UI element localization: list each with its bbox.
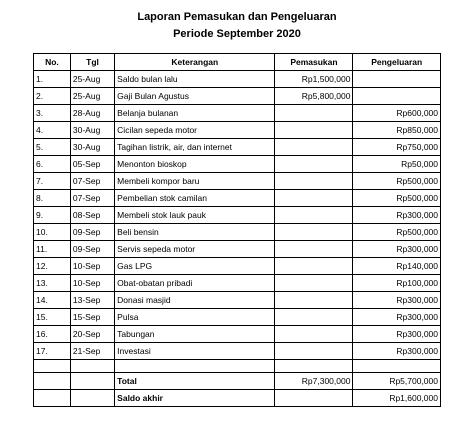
saldo-pengeluaran: Rp1,600,000	[353, 390, 441, 407]
row-no: 9.	[34, 207, 71, 224]
row-no: 8.	[34, 190, 71, 207]
row-pengeluaran: Rp300,000	[353, 241, 441, 258]
table-row	[34, 122, 441, 139]
row-keterangan: Pembelian stok camilan	[115, 190, 275, 207]
row-pengeluaran	[353, 88, 441, 105]
blank-cell	[70, 360, 114, 373]
row-pemasukan	[275, 224, 353, 241]
row-no: 10.	[34, 224, 71, 241]
row-pemasukan	[275, 258, 353, 275]
total-row	[34, 373, 441, 390]
row-pengeluaran: Rp300,000	[353, 309, 441, 326]
table-row	[34, 275, 441, 292]
row-keterangan: Donasi masjid	[115, 292, 275, 309]
row-keterangan: Pulsa	[115, 309, 275, 326]
table-row	[34, 207, 441, 224]
row-tgl: 30-Aug	[70, 139, 114, 156]
row-pengeluaran: Rp300,000	[353, 207, 441, 224]
row-pengeluaran: Rp750,000	[353, 139, 441, 156]
row-pengeluaran: Rp100,000	[353, 275, 441, 292]
total-no-cell	[34, 373, 71, 390]
header-no: No.	[34, 54, 71, 71]
row-tgl: 07-Sep	[70, 190, 114, 207]
row-no: 12.	[34, 258, 71, 275]
row-pemasukan	[275, 343, 353, 360]
row-no: 16.	[34, 326, 71, 343]
table-row	[34, 105, 441, 122]
saldo-label: Saldo akhir	[115, 390, 275, 407]
table-row	[34, 343, 441, 360]
row-no: 17.	[34, 343, 71, 360]
row-pengeluaran: Rp300,000	[353, 343, 441, 360]
row-pemasukan	[275, 275, 353, 292]
row-tgl: 25-Aug	[70, 71, 114, 88]
row-tgl: 30-Aug	[70, 122, 114, 139]
row-pengeluaran: Rp500,000	[353, 224, 441, 241]
row-tgl: 08-Sep	[70, 207, 114, 224]
row-no: 1.	[34, 71, 71, 88]
blank-row	[34, 360, 441, 373]
row-keterangan: Tagihan listrik, air, dan internet	[115, 139, 275, 156]
table-row	[34, 258, 441, 275]
row-pengeluaran: Rp140,000	[353, 258, 441, 275]
row-pengeluaran: Rp50,000	[353, 156, 441, 173]
row-no: 11.	[34, 241, 71, 258]
total-pengeluaran: Rp5,700,000	[353, 373, 441, 390]
row-tgl: 10-Sep	[70, 275, 114, 292]
table-row	[34, 88, 441, 105]
saldo-tgl-cell	[70, 390, 114, 407]
row-pemasukan	[275, 326, 353, 343]
row-pemasukan	[275, 292, 353, 309]
header-keterangan: Keterangan	[115, 54, 275, 71]
table-row	[34, 326, 441, 343]
row-pemasukan	[275, 173, 353, 190]
row-no: 7.	[34, 173, 71, 190]
header-tgl: Tgl	[70, 54, 114, 71]
row-tgl: 05-Sep	[70, 156, 114, 173]
row-tgl: 10-Sep	[70, 258, 114, 275]
row-pemasukan	[275, 309, 353, 326]
row-pemasukan	[275, 207, 353, 224]
row-tgl: 21-Sep	[70, 343, 114, 360]
row-pemasukan	[275, 156, 353, 173]
row-keterangan: Gas LPG	[115, 258, 275, 275]
row-no: 15.	[34, 309, 71, 326]
row-keterangan: Investasi	[115, 343, 275, 360]
table-row	[34, 224, 441, 241]
total-tgl-cell	[70, 373, 114, 390]
row-keterangan: Saldo bulan lalu	[115, 71, 275, 88]
row-tgl: 20-Sep	[70, 326, 114, 343]
row-pemasukan	[275, 105, 353, 122]
header-pemasukan: Pemasukan	[275, 54, 353, 71]
row-no: 2.	[34, 88, 71, 105]
row-pengeluaran	[353, 71, 441, 88]
row-tgl: 25-Aug	[70, 88, 114, 105]
row-keterangan: Obat-obatan pribadi	[115, 275, 275, 292]
row-keterangan: Membeli stok lauk pauk	[115, 207, 275, 224]
row-no: 3.	[34, 105, 71, 122]
row-no: 4.	[34, 122, 71, 139]
row-tgl: 15-Sep	[70, 309, 114, 326]
report-subtitle: Periode September 2020	[173, 28, 301, 40]
table-row	[34, 139, 441, 156]
row-keterangan: Servis sepeda motor	[115, 241, 275, 258]
saldo-pemasukan-cell	[275, 390, 353, 407]
row-pengeluaran: Rp850,000	[353, 122, 441, 139]
blank-cell	[275, 360, 353, 373]
ledger-table	[33, 53, 441, 407]
row-pemasukan	[275, 190, 353, 207]
row-pemasukan	[275, 139, 353, 156]
row-pengeluaran: Rp500,000	[353, 173, 441, 190]
row-no: 5.	[34, 139, 71, 156]
total-label: Total	[115, 373, 275, 390]
row-no: 14.	[34, 292, 71, 309]
row-keterangan: Menonton bioskop	[115, 156, 275, 173]
table-row	[34, 241, 441, 258]
report-title: Laporan Pemasukan dan Pengeluaran	[137, 11, 337, 23]
row-keterangan: Belanja bulanan	[115, 105, 275, 122]
row-pemasukan: Rp1,500,000	[275, 71, 353, 88]
row-keterangan: Tabungan	[115, 326, 275, 343]
table-row	[34, 190, 441, 207]
total-pemasukan: Rp7,300,000	[275, 373, 353, 390]
row-keterangan: Membeli kompor baru	[115, 173, 275, 190]
table-row	[34, 292, 441, 309]
row-no: 6.	[34, 156, 71, 173]
blank-cell	[353, 360, 441, 373]
row-pemasukan	[275, 241, 353, 258]
row-no: 13.	[34, 275, 71, 292]
row-pengeluaran: Rp300,000	[353, 292, 441, 309]
row-pengeluaran: Rp300,000	[353, 326, 441, 343]
table-row	[34, 173, 441, 190]
row-tgl: 28-Aug	[70, 105, 114, 122]
table-row	[34, 71, 441, 88]
blank-cell	[115, 360, 275, 373]
row-keterangan: Gaji Bulan Agustus	[115, 88, 275, 105]
row-tgl: 09-Sep	[70, 241, 114, 258]
blank-cell	[34, 360, 71, 373]
row-tgl: 13-Sep	[70, 292, 114, 309]
table-row	[34, 156, 441, 173]
row-tgl: 07-Sep	[70, 173, 114, 190]
table-row	[34, 309, 441, 326]
row-keterangan: Cicilan sepeda motor	[115, 122, 275, 139]
header-row	[34, 54, 441, 71]
header-pengeluaran: Pengeluaran	[353, 54, 441, 71]
row-pemasukan: Rp5,800,000	[275, 88, 353, 105]
row-pengeluaran: Rp600,000	[353, 105, 441, 122]
saldo-no-cell	[34, 390, 71, 407]
row-keterangan: Beli bensin	[115, 224, 275, 241]
row-pemasukan	[275, 122, 353, 139]
row-pengeluaran: Rp500,000	[353, 190, 441, 207]
row-tgl: 09-Sep	[70, 224, 114, 241]
saldo-row	[34, 390, 441, 407]
ledger-body	[34, 71, 441, 360]
